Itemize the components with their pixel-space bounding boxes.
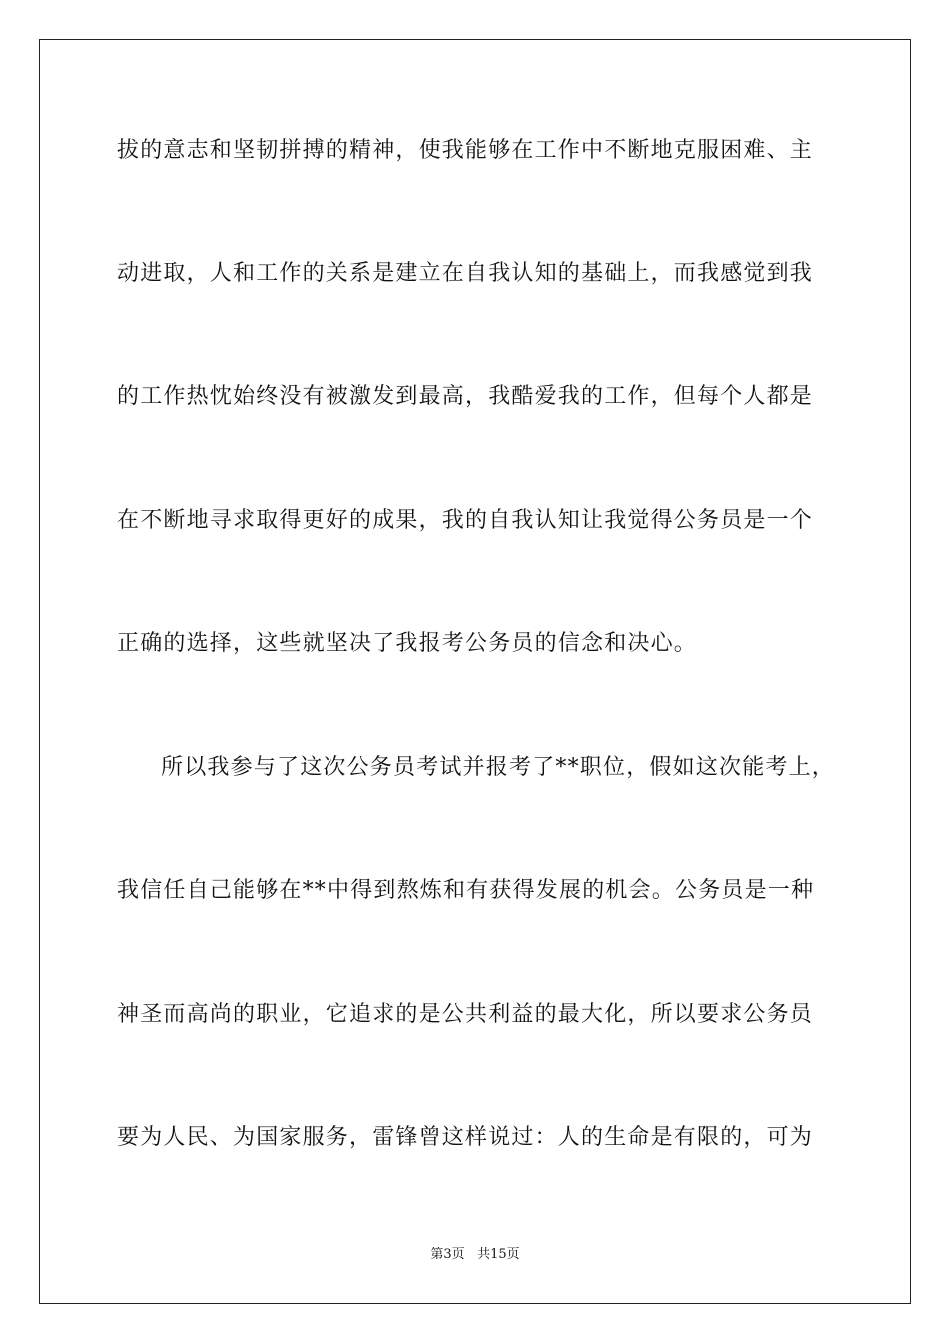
body-text-line: 拔的意志和坚韧拼搏的精神，使我能够在工作中不断地克服困难、主 xyxy=(117,138,814,163)
body-text-line: 的工作热忱始终没有被激发到最高，我酷爱我的工作，但每个人都是 xyxy=(117,384,814,409)
page-footer xyxy=(0,1246,950,1264)
body-text-line: 在不断地寻求取得更好的成果，我的自我认知让我觉得公务员是一个 xyxy=(117,508,814,533)
page-border xyxy=(39,39,911,1304)
body-text-line: 正确的选择，这些就坚决了我报考公务员的信念和决心。 xyxy=(117,631,698,656)
paragraph-first-line: 所以我参与了这次公务员考试并报考了**职位，假如这次能考上， xyxy=(161,755,836,780)
body-text-line: 我信任自己能够在**中得到熬炼和有获得发展的机会。公务员是一种 xyxy=(117,878,815,903)
total-pages-label: 共15页 xyxy=(477,1247,520,1262)
current-page-label: 第3页 xyxy=(430,1247,465,1262)
body-text-line: 神圣而高尚的职业，它追求的是公共利益的最大化，所以要求公务员 xyxy=(117,1002,814,1027)
body-text-line: 动进取，人和工作的关系是建立在自我认知的基础上，而我感觉到我 xyxy=(117,261,814,286)
body-text-line: 要为人民、为国家服务，雷锋曾这样说过：人的生命是有限的，可为 xyxy=(117,1125,814,1150)
